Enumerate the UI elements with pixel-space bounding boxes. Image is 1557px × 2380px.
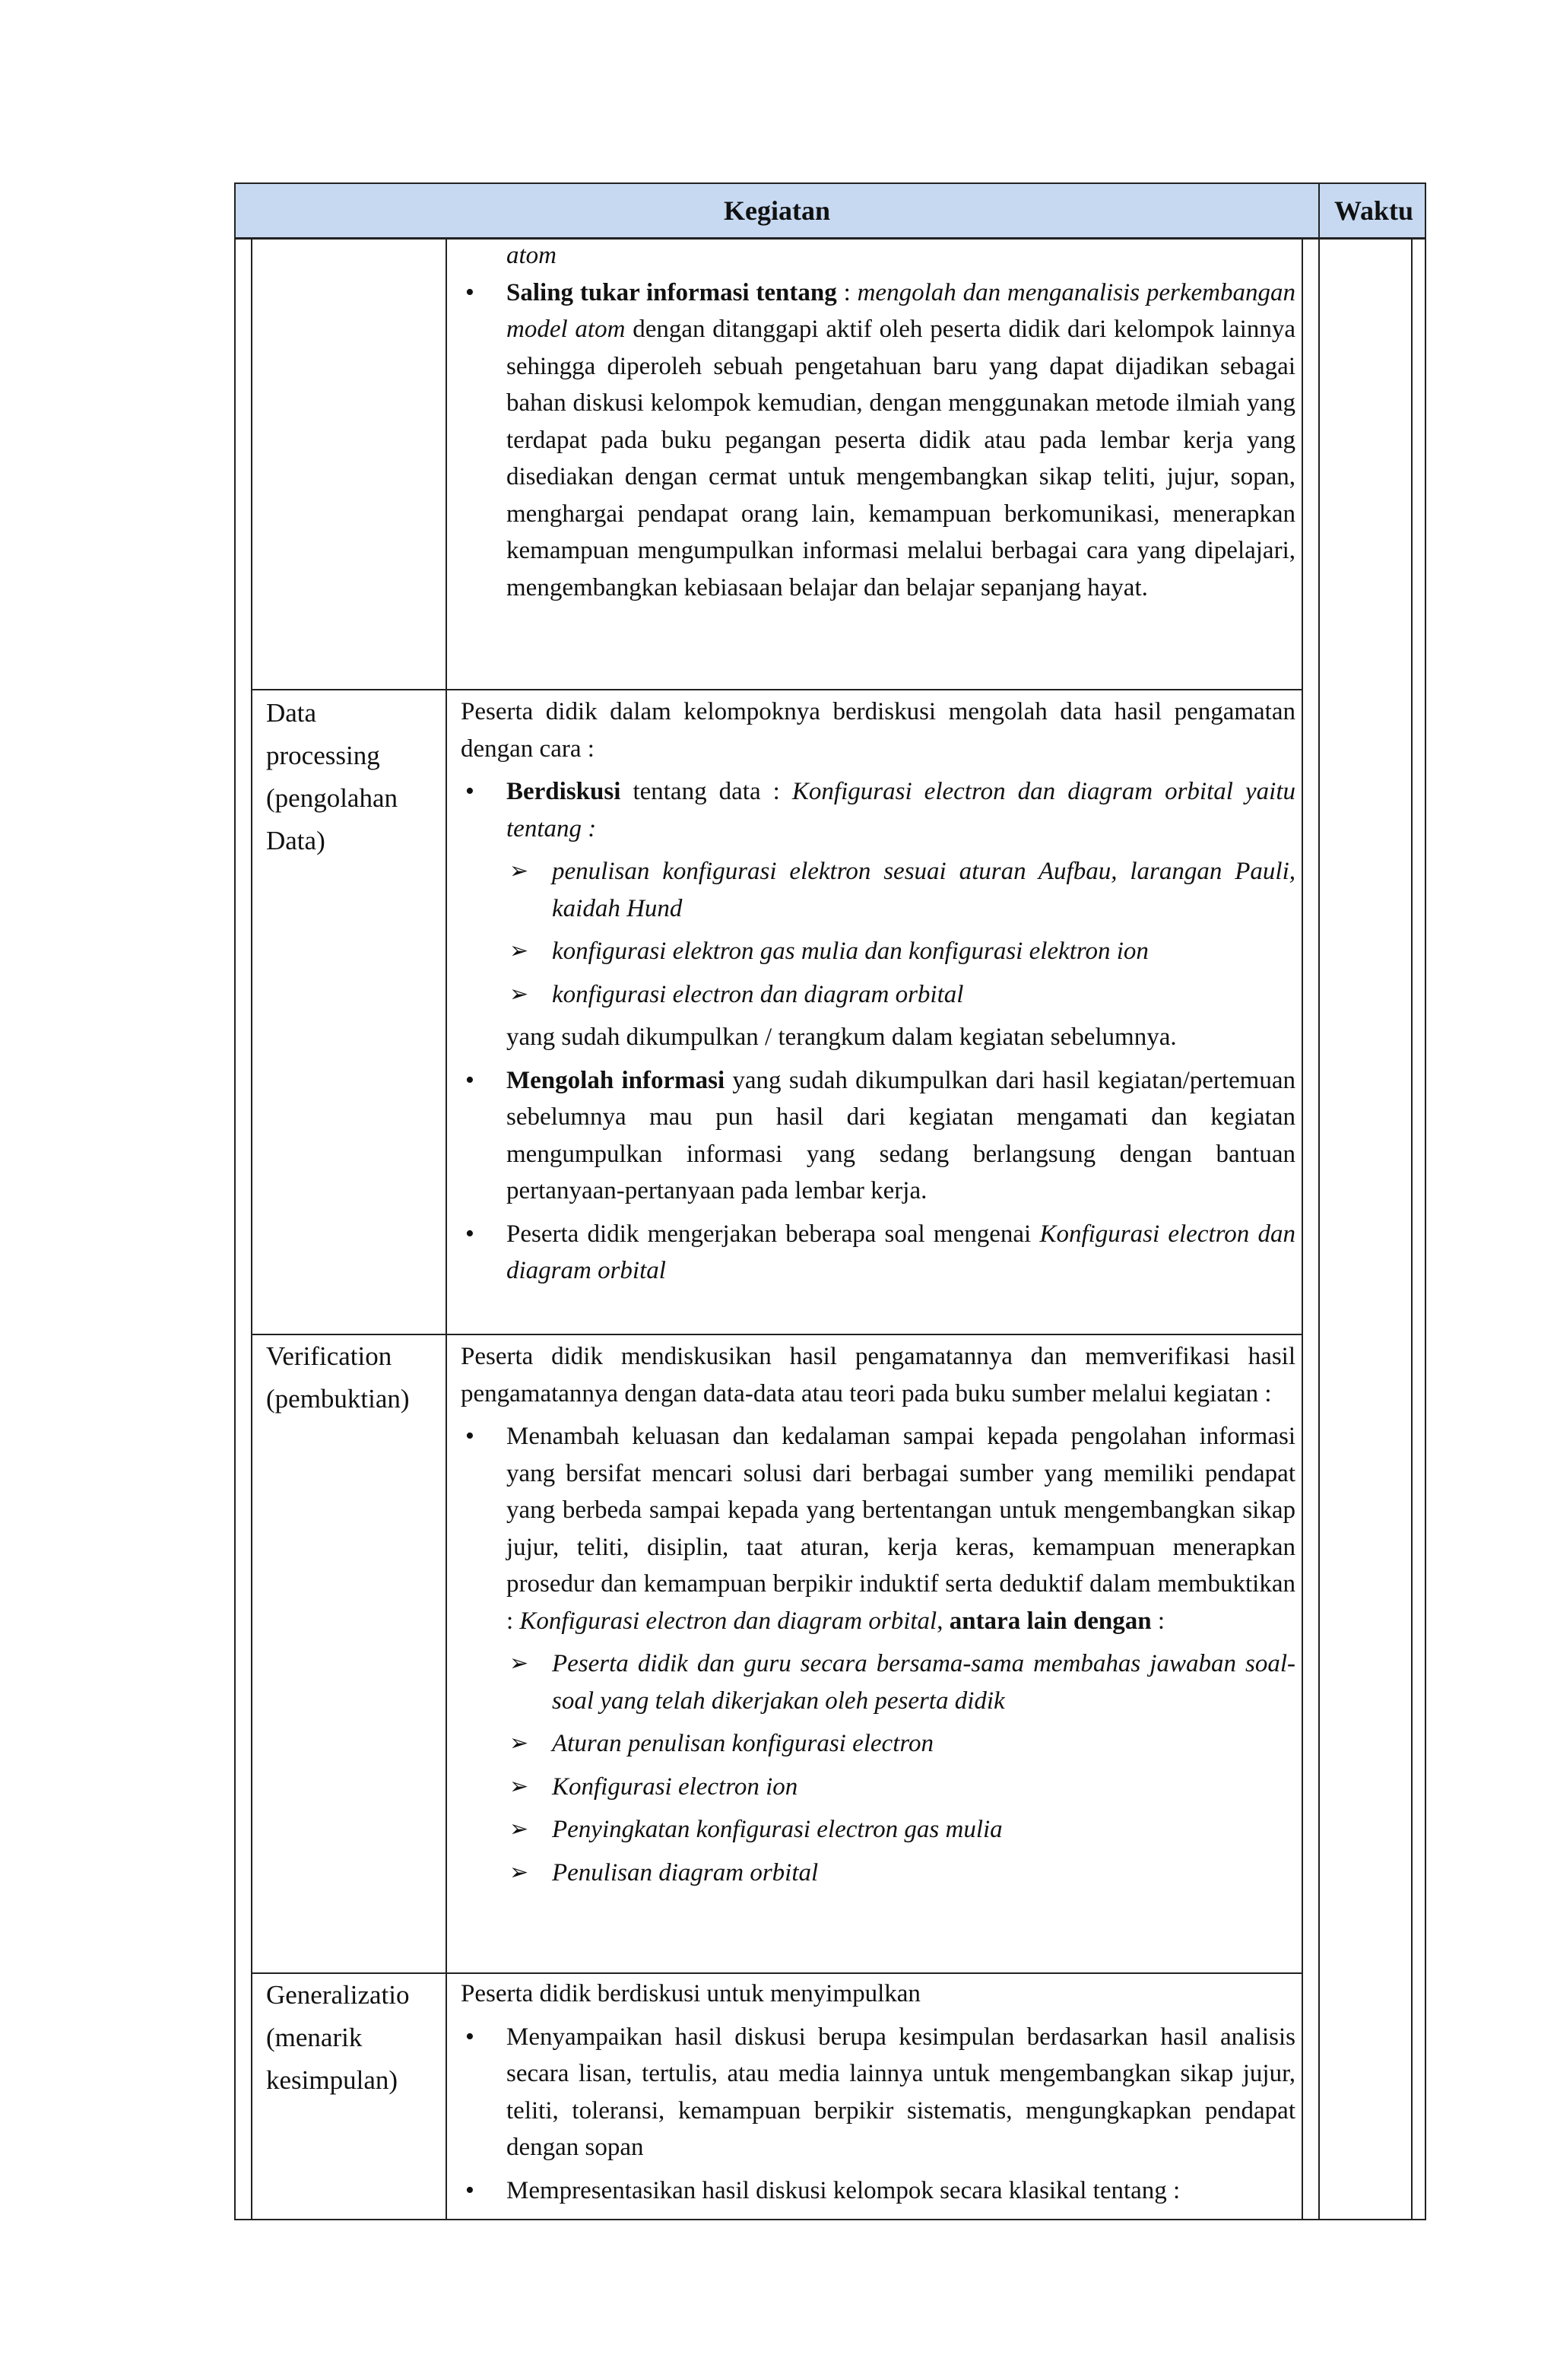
row3-intro: Peserta didik berdiskusi untuk menyimpulkan [461, 1980, 921, 2007]
table-header [236, 184, 1425, 240]
row3-bullet-1: • Menyampaikan hasil diskusi berupa kesimpulan berdasarkan hasil analisis secara lisan, tertulis, atau media lainnya untuk mengembangkan sikap jujur, teliti, toleransi, kemampuan berpikir sistematis, mengungkapkan pendapat dengan sopan [461, 2019, 1295, 2166]
row0-content [461, 237, 1295, 606]
stage-line: (pembuktian) [266, 1384, 410, 1414]
row3-bullet-2: • Mempresentasikan hasil diskusi kelompok secara klasikal tentang : [461, 2172, 1295, 2210]
row2-stage [266, 1335, 441, 1420]
inner-left-border [251, 237, 252, 2219]
stage-line: processing [266, 741, 380, 770]
row2-arrow-item: ➢ Aturan penulisan konfigurasi electron [461, 1725, 1295, 1763]
row1-bullet-2: • Mengolah informasi yang sudah dikumpulkan dari hasil kegiatan/pertemuan sebelumnya mau pun hasil dari kegiatan mengamati dan kegiatan mengumpulkan informasi yang sedang berlangsung dengan bantuan pertanyaan-pertanyaan pada lembar kerja. [461, 1062, 1295, 1210]
row3-content [461, 1975, 1295, 2209]
row1-bullet-1: • Berdiskusi tentang data : Konfigurasi electron dan diagram orbital yaitu tentang : [461, 773, 1295, 847]
content-right-border [1302, 237, 1303, 2219]
row2-arrow-item: ➢ Penulisan diagram orbital [461, 1855, 1295, 1892]
stage-line: Generalizatio [266, 1980, 410, 2010]
stage-line: Data) [266, 826, 325, 855]
row1-intro: Peserta didik dalam kelompoknya berdiskusi mengolah data hasil pengamatan dengan cara : [461, 698, 1295, 763]
row2-bullet-1: • Menambah keluasan dan kedalaman sampai kepada pengolahan informasi yang bersifat mencari solusi dari berbagai sumber yang memiliki pendapat yang berbeda sampai kepada yang bertentangan untuk mengembangkan sikap jujur, teliti, disiplin, taat aturan, kerja keras, kemampuan menerapkan prosedur dan kemampuan berpikir induktif serta deduktif dalam membuktikan : Konfigurasi electron dan diagram orbital, antara lain dengan : [461, 1418, 1295, 1639]
row3-stage [266, 1974, 441, 2102]
row2-arrow-item: ➢ Penyingkatan konfigurasi electron gas mulia [461, 1811, 1295, 1848]
row1-stage [266, 692, 441, 862]
row2-arrow-item: ➢ Konfigurasi electron ion [461, 1769, 1295, 1806]
row-divider-1 [251, 689, 1303, 690]
row1-arrow-item: ➢ konfigurasi elektron gas mulia dan konfigurasi elektron ion [461, 933, 1295, 970]
inner-right-border [1411, 237, 1413, 2219]
stage-line: (pengolahan [266, 783, 398, 813]
row1-bullet-3: • Peserta didik mengerjakan beberapa soal mengenai Konfigurasi electron dan diagram orbital [461, 1216, 1295, 1290]
row1-after: yang sudah dikumpulkan / terangkum dalam kegiatan sebelumnya. [506, 1023, 1177, 1051]
row1-content [461, 693, 1295, 1290]
lesson-activity-table [234, 182, 1426, 2220]
waktu-column-divider [1318, 237, 1320, 2219]
row1-arrow-item: ➢ penulisan konfigurasi elektron sesuai aturan Aufbau, larangan Pauli, kaidah Hund [461, 853, 1295, 927]
row0-top-fragment: atom [506, 242, 557, 269]
row1-arrow-item: ➢ konfigurasi electron dan diagram orbital [461, 976, 1295, 1014]
stage-line: (menarik [266, 2023, 363, 2052]
stage-line: Verification [266, 1341, 392, 1371]
stage-line: Data [266, 698, 317, 728]
row2-content [461, 1338, 1295, 1891]
row2-intro: Peserta didik mendiskusikan hasil pengamatannya dan memverifikasi hasil pengamatannya dengan data-data atau teori pada buku sumber melalui kegiatan : [461, 1343, 1295, 1407]
row2-arrow-item: ➢ Peserta didik dan guru secara bersama-sama membahas jawaban soal-soal yang telah dikerjakan oleh peserta didik [461, 1645, 1295, 1719]
stage-column-divider [446, 237, 447, 2219]
header-waktu: Waktu [1318, 184, 1428, 237]
header-kegiatan: Kegiatan [724, 195, 830, 226]
row0-bullet-1: • Saling tukar informasi tentang : mengolah dan menganalisis perkembangan model atom dengan ditanggapi aktif oleh peserta didik dari kelompok lainnya sehingga diperoleh sebuah pengetahuan baru yang dapat dijadikan sebagai bahan diskusi kelompok kemudian, dengan menggunakan metode ilmiah yang terdapat pada buku pegangan peserta didik atau pada lembar kerja yang disediakan dengan cermat untuk mengembangkan sikap teliti, jujur, sopan, menghargai pendapat orang lain, kemampuan berkomunikasi, menerapkan kemampuan mengumpulkan informasi melalui berbagai cara yang dipelajari, mengembangkan kebiasaan belajar dan belajar sepanjang hayat. [461, 274, 1295, 607]
stage-line: kesimpulan) [266, 2065, 398, 2095]
